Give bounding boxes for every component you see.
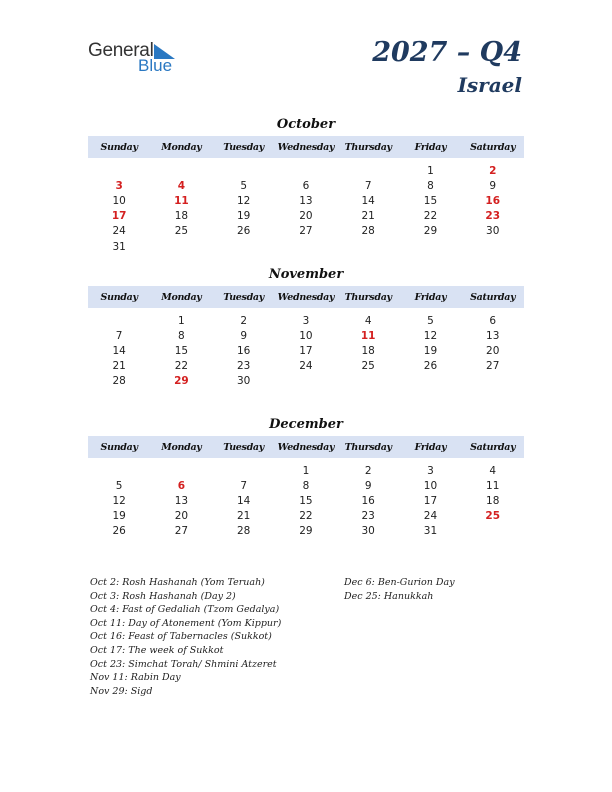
day-cell: 5 — [240, 179, 247, 192]
holiday-day-cell: 4 — [177, 179, 186, 192]
day-cell: 3 — [427, 464, 434, 477]
day-cell: 30 — [486, 225, 500, 238]
weekday-label: Friday — [414, 291, 447, 303]
day-cell: 20 — [486, 344, 500, 357]
day-cell: 24 — [423, 510, 438, 523]
week-row — [88, 239, 524, 254]
weekday-label: Thursday — [344, 141, 392, 153]
country-name: Israel — [457, 73, 522, 97]
holiday-note: Oct 2: Rosh Hashanah (Yom Teruah) — [90, 577, 265, 588]
day-cell: 25 — [361, 360, 375, 373]
day-cell: 30 — [236, 375, 251, 388]
week-row — [88, 493, 524, 508]
day-cell: 15 — [299, 494, 313, 507]
weekday-label: Sunday — [100, 291, 138, 303]
day-cell: 12 — [236, 194, 251, 207]
day-cell: 28 — [112, 375, 126, 388]
weekday-label: Wednesday — [277, 141, 335, 153]
holiday-day-cell: 6 — [177, 479, 186, 492]
holiday-note: Oct 3: Rosh Hashanah (Day 2) — [90, 590, 236, 602]
day-cell: 9 — [489, 179, 497, 192]
day-cell: 21 — [361, 210, 375, 223]
day-cell: 22 — [174, 360, 189, 373]
day-cell: 18 — [174, 210, 189, 223]
holiday-note: Oct 17: The week of Sukkot — [90, 644, 224, 656]
day-cell: 5 — [427, 314, 434, 327]
month-grid — [88, 313, 524, 389]
weekday-label: Wednesday — [277, 441, 335, 453]
day-cell: 8 — [178, 329, 185, 342]
month-grid — [88, 463, 524, 539]
day-cell: 23 — [361, 510, 375, 523]
holiday-note: Nov 29: Sigd — [90, 685, 153, 697]
day-cell: 14 — [236, 494, 251, 507]
month-grid — [88, 163, 524, 254]
day-cell: 8 — [302, 479, 310, 492]
weekday-header — [88, 436, 524, 458]
holiday-day-cell: 2 — [489, 164, 497, 177]
day-cell: 29 — [299, 525, 313, 538]
weekday-label: Saturday — [470, 441, 516, 453]
day-cell: 26 — [423, 360, 438, 373]
day-cell: 20 — [299, 210, 313, 223]
day-cell: 13 — [174, 494, 189, 507]
day-cell: 17 — [299, 344, 313, 357]
weekday-label: Sunday — [100, 441, 138, 453]
day-cell: 8 — [427, 179, 434, 192]
holiday-note: Nov 11: Rabin Day — [90, 672, 181, 684]
weekday-label: Monday — [161, 441, 202, 453]
day-cell: 1 — [178, 314, 185, 327]
day-cell: 18 — [486, 494, 500, 507]
day-cell: 6 — [302, 179, 310, 192]
day-cell: 27 — [486, 360, 500, 373]
page-title: 2027 – Q4 — [372, 37, 522, 68]
day-cell: 24 — [299, 360, 313, 373]
month-title: November — [268, 267, 344, 282]
day-cell: 31 — [112, 240, 126, 253]
day-cell: 7 — [364, 179, 372, 192]
day-cell: 11 — [486, 479, 500, 492]
title-block — [372, 36, 522, 98]
day-cell: 19 — [423, 344, 438, 357]
holiday-day-cell: 16 — [485, 194, 501, 207]
holiday-day-cell: 23 — [485, 210, 501, 223]
week-row — [88, 374, 524, 389]
day-cell: 29 — [423, 225, 438, 238]
week-row — [88, 313, 524, 328]
day-cell: 28 — [361, 225, 375, 238]
weekday-label: Tuesday — [223, 441, 265, 453]
day-cell: 19 — [112, 510, 126, 523]
week-row — [88, 509, 524, 524]
week-row — [88, 524, 524, 539]
day-cell: 5 — [115, 479, 123, 492]
day-cell: 25 — [174, 225, 189, 238]
day-cell: 7 — [115, 329, 123, 342]
weekday-label: Tuesday — [223, 141, 265, 153]
holiday-list-left — [90, 576, 281, 698]
holiday-note: Dec 25: Hanukkah — [344, 590, 434, 602]
month-december — [88, 416, 524, 539]
week-row — [88, 359, 524, 374]
week-row — [88, 478, 524, 493]
week-row — [88, 163, 524, 178]
weekday-label: Thursday — [344, 291, 392, 303]
week-row — [88, 343, 524, 358]
week-row — [88, 463, 524, 478]
day-cell: 26 — [236, 225, 251, 238]
weekday-header — [88, 286, 524, 308]
day-cell: 27 — [174, 525, 189, 538]
weekday-header — [88, 136, 524, 158]
day-cell: 10 — [112, 194, 126, 207]
day-cell: 15 — [174, 344, 189, 357]
day-cell: 30 — [361, 525, 375, 538]
holiday-day-cell: 25 — [485, 510, 501, 523]
holiday-day-cell: 3 — [115, 179, 123, 192]
week-row — [88, 193, 524, 208]
weekday-label: Saturday — [470, 291, 516, 303]
holiday-day-cell: 11 — [360, 329, 376, 342]
day-cell: 13 — [486, 329, 500, 342]
holiday-list-right — [344, 576, 455, 603]
week-row — [88, 328, 524, 343]
month-november — [88, 266, 524, 389]
holiday-note: Dec 6: Ben-Gurion Day — [344, 577, 455, 588]
day-cell: 21 — [236, 510, 251, 523]
logo-blue-text: Blue — [138, 56, 173, 75]
week-row — [88, 178, 524, 193]
day-cell: 27 — [299, 225, 313, 238]
holiday-note: Oct 16: Feast of Tabernacles (Sukkot) — [90, 631, 272, 643]
day-cell: 2 — [364, 464, 372, 477]
day-cell: 6 — [489, 314, 497, 327]
day-cell: 22 — [299, 510, 313, 523]
day-cell: 12 — [423, 329, 438, 342]
day-cell: 15 — [423, 194, 438, 207]
day-cell: 23 — [236, 360, 251, 373]
weekday-label: Friday — [414, 441, 447, 453]
weekday-label: Saturday — [470, 141, 516, 153]
day-cell: 21 — [112, 360, 126, 373]
holiday-note: Oct 23: Simchat Torah/ Shmini Atzeret — [90, 658, 277, 670]
weekday-label: Tuesday — [223, 291, 265, 303]
holiday-note: Oct 11: Day of Atonement (Yom Kippur) — [90, 617, 282, 629]
day-cell: 13 — [299, 194, 313, 207]
day-cell: 18 — [361, 344, 375, 357]
holiday-day-cell: 11 — [174, 194, 189, 207]
day-cell: 4 — [364, 314, 372, 327]
day-cell: 17 — [423, 494, 438, 507]
month-title: October — [276, 117, 336, 132]
day-cell: 1 — [427, 164, 434, 177]
week-row — [88, 209, 524, 224]
day-cell: 7 — [240, 479, 247, 492]
day-cell: 3 — [302, 314, 310, 327]
weekday-label: Thursday — [344, 441, 392, 453]
weekday-label: Sunday — [100, 141, 138, 153]
day-cell: 9 — [364, 479, 372, 492]
day-cell: 24 — [112, 225, 126, 238]
day-cell: 20 — [174, 510, 189, 523]
day-cell: 10 — [423, 479, 438, 492]
holiday-day-cell: 29 — [174, 375, 189, 388]
day-cell: 31 — [423, 525, 438, 538]
weekday-label: Wednesday — [277, 291, 335, 303]
weekday-label: Friday — [414, 141, 447, 153]
day-cell: 1 — [302, 464, 310, 477]
holiday-day-cell: 17 — [111, 210, 127, 223]
month-title: December — [269, 417, 343, 432]
day-cell: 16 — [236, 344, 251, 357]
day-cell: 10 — [299, 329, 313, 342]
day-cell: 19 — [236, 210, 251, 223]
logo — [88, 40, 198, 80]
day-cell: 28 — [236, 525, 251, 538]
day-cell: 2 — [240, 314, 247, 327]
holiday-note: Oct 4: Fast of Gedaliah (Tzom Gedalya) — [90, 604, 280, 616]
month-october — [88, 116, 524, 254]
day-cell: 22 — [423, 210, 438, 223]
day-cell: 14 — [112, 344, 126, 357]
day-cell: 16 — [361, 494, 375, 507]
weekday-label: Monday — [161, 291, 202, 303]
day-cell: 9 — [240, 329, 247, 342]
day-cell: 14 — [361, 194, 375, 207]
logo-general-text: General — [88, 40, 154, 61]
week-row — [88, 224, 524, 239]
day-cell: 12 — [112, 494, 126, 507]
day-cell: 26 — [112, 525, 126, 538]
day-cell: 4 — [489, 464, 497, 477]
weekday-label: Monday — [161, 141, 202, 153]
